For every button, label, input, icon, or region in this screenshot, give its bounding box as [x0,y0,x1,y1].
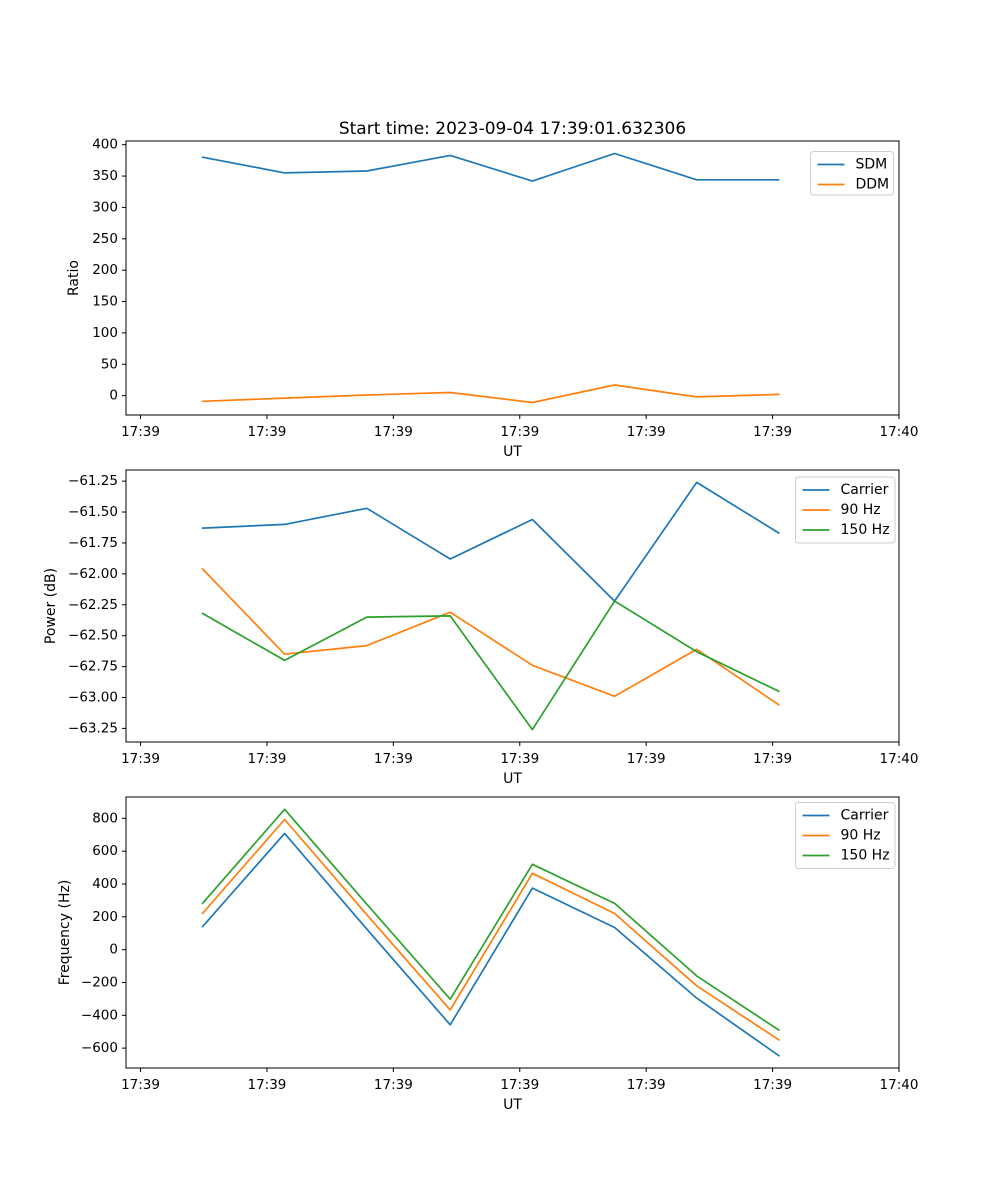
y-tick-label: 600 [92,843,118,860]
figure-title: Start time: 2023-09-04 17:39:01.632306 [338,119,687,139]
y-tick-label: −600 [80,1040,118,1057]
y-tick-label: −200 [80,974,118,991]
y-tick-label: 50 [100,356,118,373]
x-tick-label: 17:39 [500,424,540,440]
legend-label: 90 Hz [840,502,881,518]
x-tick-label: 17:39 [373,1077,413,1093]
x-tick-label: 17:39 [247,424,287,440]
y-axis-label: Frequency (Hz) [57,879,73,986]
x-axis-label: UT [503,444,522,460]
y-tick-label: 0 [109,387,118,404]
y-tick-label: 250 [92,230,118,247]
y-tick-label: −63.25 [68,720,118,737]
y-tick-label: −61.25 [68,473,118,490]
y-tick-label: 800 [92,810,118,827]
y-tick-label: −62.00 [68,565,118,582]
x-tick-label: 17:39 [753,424,793,440]
x-axis-label: UT [503,1097,522,1113]
y-tick-label: −62.50 [68,627,118,644]
x-tick-label: 17:39 [121,1077,160,1093]
y-tick-label: −63.00 [68,689,118,706]
legend [811,152,894,196]
x-tick-label: 17:39 [626,424,666,440]
y-axis-label: Power (dB) [43,567,59,645]
y-tick-label: 100 [92,324,118,341]
y-tick-label: −62.25 [68,596,118,613]
x-tick-label: 17:39 [753,1077,793,1093]
x-tick-label: 17:39 [500,751,540,767]
legend [796,477,896,543]
y-tick-label: 400 [92,875,118,892]
y-tick-label: 200 [92,262,118,279]
plot-area [126,797,899,1068]
y-tick-label: −61.50 [68,504,118,521]
y-tick-label: −62.75 [68,658,118,675]
y-tick-label: 0 [109,941,118,958]
y-tick-label: 400 [92,136,118,153]
legend [796,803,896,869]
legend-label: DDM [855,176,890,193]
legend-label: 150 Hz [840,847,890,864]
x-tick-label: 17:39 [121,751,160,767]
y-tick-label: 200 [92,908,118,925]
x-tick-label: 17:39 [626,751,666,767]
power-chart [43,470,918,787]
ratio-chart [66,137,918,460]
plot-area [126,141,899,415]
x-axis-label: UT [503,771,522,787]
x-tick-label: 17:39 [626,1077,666,1093]
legend-label: Carrier [840,807,889,824]
x-tick-label: 17:40 [879,424,919,440]
y-tick-label: 150 [92,293,118,310]
y-tick-label: −61.75 [68,534,118,551]
x-tick-label: 17:40 [879,1077,919,1093]
x-tick-label: 17:39 [247,751,287,767]
x-tick-label: 17:39 [753,751,793,767]
legend-label: 150 Hz [840,522,890,538]
y-axis-label: Ratio [66,260,82,296]
x-tick-label: 17:39 [121,424,160,440]
legend-label: 90 Hz [840,827,881,844]
legend-label: SDM [855,156,888,173]
x-tick-label: 17:40 [879,751,919,767]
frequency-chart [57,797,918,1113]
x-tick-label: 17:39 [500,1077,540,1093]
x-tick-label: 17:39 [373,424,413,440]
y-tick-label: 350 [92,168,118,185]
y-tick-label: 300 [92,199,118,216]
x-tick-label: 17:39 [247,1077,287,1093]
legend-label: Carrier [840,482,889,498]
y-tick-label: −400 [80,1007,118,1024]
x-tick-label: 17:39 [373,751,413,767]
